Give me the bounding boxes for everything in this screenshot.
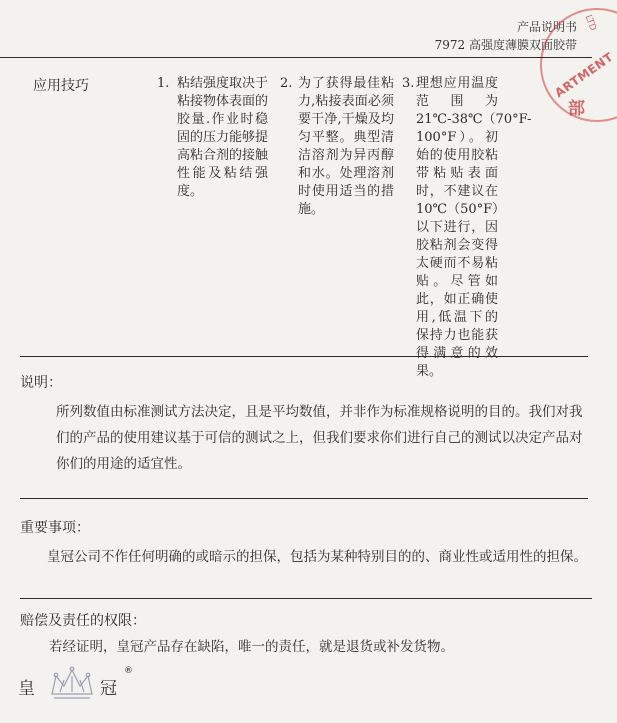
company-logo <box>18 664 133 704</box>
header-product-name: 7972 高强度薄膜双面胶带 <box>434 38 577 52</box>
explanation-line-1: 所列数值由标准测试方法决定，且是平均数值，并非作为标准规格说明的目的。我们对我 <box>56 404 583 420</box>
explanation-label: 说明： <box>20 375 62 391</box>
liability-text: 若经证明，皇冠产品存在缺陷，唯一的责任，就是退货或补发货物。 <box>49 639 454 655</box>
stamp-text-mid: ARTMENT <box>552 49 616 101</box>
tip-1-number: 1. <box>157 76 170 91</box>
section-divider-1 <box>20 356 588 357</box>
registered-mark: ® <box>124 666 133 676</box>
important-text: 皇冠公司不作任何明确的或暗示的担保，包括为某种特别目的的、商业性或适用性的担保。 <box>47 549 587 565</box>
explanation-line-2: 们的产品的使用建议基于可信的测试之上，但我们要求你们进行自己的测试以决定产品对 <box>56 430 583 446</box>
section-divider-2 <box>20 498 588 499</box>
tip-2-text: 为了获得最佳粘力,粘接表面必须要干净,干燥及均匀平整。典型清洁溶剂为异丙醇和水。处理溶剂时使用适当的措施。 <box>298 76 394 217</box>
tip-2-number: 2. <box>280 76 293 91</box>
tip-3-number: 3. <box>402 76 415 91</box>
header-divider <box>0 57 592 58</box>
tip-3-text: 理想应用温度范围为 21℃-38℃（70°F-100°F）。初始的使用胶粘带粘贴表面时，不建议在10℃（50°F）以下进行，因胶粘剂会变得太硬而不易粘贴。尽管如此，如正确使用,低温下的保持力也能获得满意的效果。 <box>416 76 532 379</box>
header-doc-type: 产品说明书 <box>516 20 577 34</box>
tip-1-text: 粘结强度取决于粘接物体表面的胶量.作业时稳固的压力能够提高粘合剂的接触性能及粘结强度。 <box>177 76 269 199</box>
logo-char-right: 冠 <box>100 679 117 699</box>
stamp-text-bottom: 部 <box>568 99 585 119</box>
logo-char-left: 皇 <box>18 679 35 699</box>
explanation-line-3: 你们的用途的适宜性。 <box>56 456 191 472</box>
stamp-text-top: LTD <box>582 13 598 33</box>
tips-label: 应用技巧 <box>33 78 89 94</box>
liability-label: 赔偿及责任的权限： <box>20 613 146 629</box>
section-divider-3 <box>20 598 592 599</box>
crown-icon <box>48 666 96 702</box>
important-label: 重要事项： <box>20 520 90 536</box>
